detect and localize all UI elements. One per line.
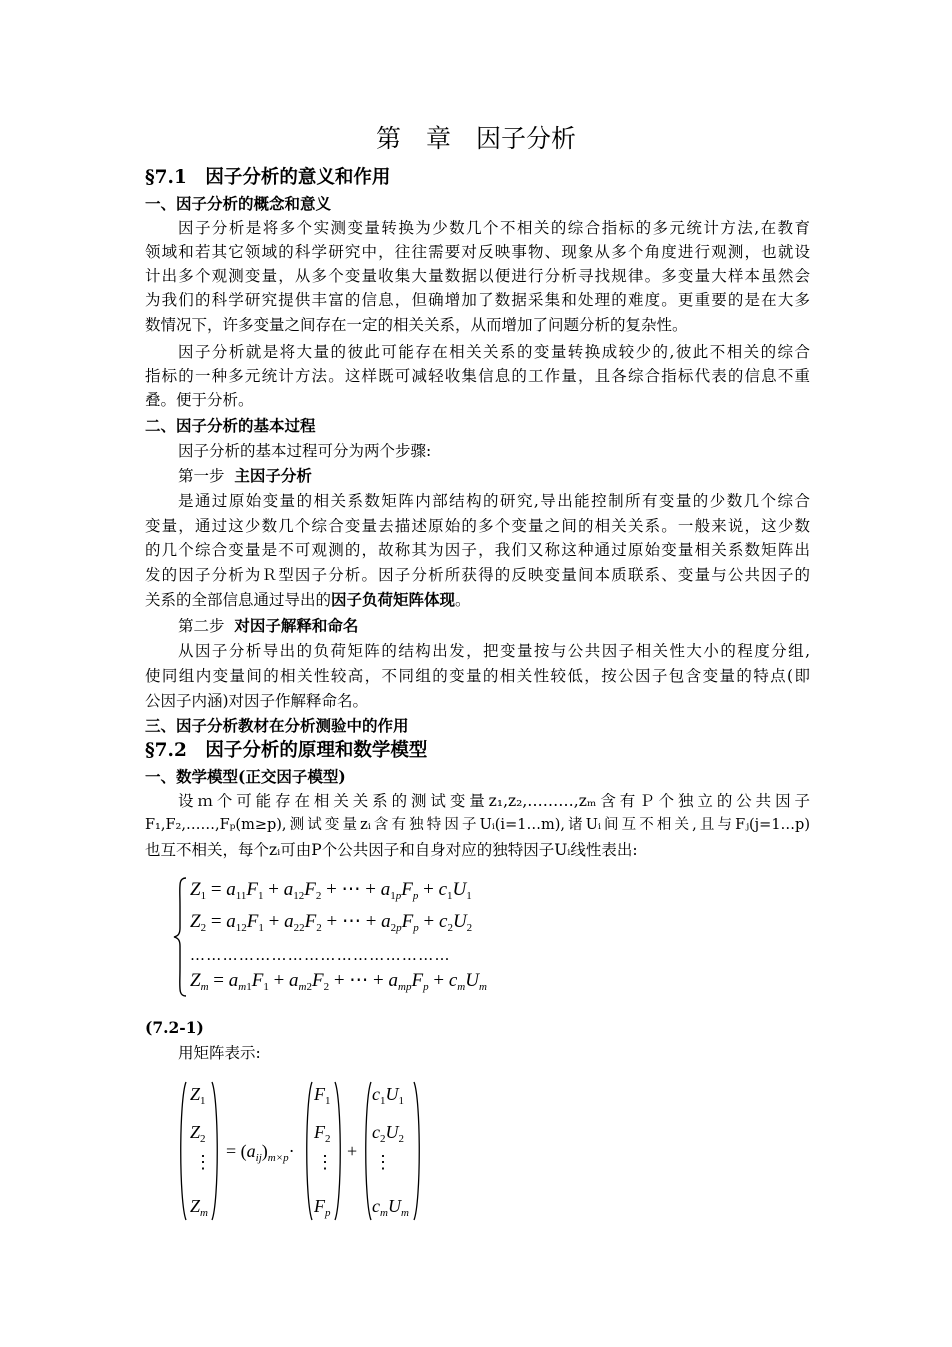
paragraph-line: 的几个综合变量是不可观测的，故称其为因子，我们又称这种通过原始变量相关系数矩阵出 [145,541,810,559]
paragraph-line: 公因子内涵)对因子作解释命名。 [145,692,369,710]
right-paren-icon [333,1080,345,1222]
equation-number: (7.2-1) [145,1018,204,1037]
right-paren-icon [210,1080,222,1222]
paragraph-line [145,588,810,612]
paragraph-line: 叠。便于分析。 [145,391,254,409]
paragraph-line: F₁,F₂,……,Fₚ(m≥p),测试变量zᵢ含有独特因子Uᵢ(i=1…m),诸Uᵢ间互不相关,且与Fⱼ(j=1…p) [145,817,810,833]
paragraph-line: 指标的一种多元统计方法。这样既可减轻收集信息的工作量，且各综合指标代表的信息不重 [145,367,810,385]
paragraph-text: 。 [455,591,471,609]
paragraph-line: 是通过原始变量的相关系数矩阵内部结构的研究,导出能控制所有变量的少数几个综合 [178,492,810,510]
right-paren-icon [412,1080,424,1222]
matrix-f-entry: $F_2$ [314,1122,331,1145]
chapter-title: 第 章 因子分析 [375,124,576,153]
paragraph-line: 数情况下，许多变量之间存在一定的相关关系，从而增加了问题分析的复杂性。 [145,316,688,334]
step-two-label: 第二步 [178,617,225,635]
paragraph-line: 从因子分析导出的负荷矩阵的结构出发，把变量按与公共因子相关性大小的程度分组, [178,642,810,660]
matrix-f-entry: $F_p$ [314,1196,331,1219]
paragraph-line: 发的因子分析为Ｒ型因子分析。因子分析所获得的反映变量间本质联系、变量与公共因子的 [145,566,810,584]
matrix-vdots: ⋮ [316,1152,334,1172]
paragraph-line: 用矩阵表示: [178,1044,261,1062]
section-7-1-heading: §7.1 因子分析的意义和作用 [145,167,391,188]
paragraph-line: 使同组内变量间的相关性较高，不同组的变量的相关性较低，按公因子包含变量的特点(即 [145,667,810,685]
step-one-line [178,464,810,488]
equation-ellipsis: ………………………………………… [190,946,451,964]
subsection-model-heading: 一、数学模型(正交因子模型) [145,767,346,786]
equation-line-m: $Z_m = a_{m1}F_1 + a_{m2}F_2$ + ⋯ + $a_{mp}F_p + c_mU_m$ [190,970,487,993]
matrix-vdots: ⋮ [194,1152,212,1172]
paragraph-line: 因子分析是将多个实测变量转换为少数几个不相关的综合指标的多元统计方法,在教育 [178,219,810,237]
paragraph-line: 设ｍ个可能存在相关关系的测试变量z₁,z₂,………,zₘ含有Ｐ个独立的公共因子 [178,792,810,810]
left-brace-icon [172,876,190,998]
step-two-line [178,614,810,638]
matrix-cu-entry: $c_mU_m$ [372,1196,409,1219]
step-one-label: 第一步 [178,467,225,485]
step-one-title: 主因子分析 [234,466,312,485]
subsection-process-heading: 二、因子分析的基本过程 [145,416,316,435]
matrix-cu-entry: $c_2U_2$ [372,1122,404,1145]
paragraph-text: 关系的全部信息通过导出的 [145,591,332,609]
paragraph-line: 领域和若其它领域的科学研究中，往往需要对反映事物、现象从多个角度进行观测，也就设 [145,243,810,261]
paragraph-line: 变量，通过这少数几个综合变量去描述原始的多个变量之间的相关关系。一般来说，这少数 [145,517,810,535]
paragraph-line: 因子分析的基本过程可分为两个步骤: [178,442,432,460]
coefficient-matrix: = $(a_{ij})_{m\times p}\cdot$ [226,1141,295,1164]
matrix-f-entry: $F_1$ [314,1084,331,1107]
step-two-title: 对因子解释和命名 [234,616,359,635]
matrix-vdots: ⋮ [374,1152,392,1172]
left-paren-icon [302,1080,314,1222]
left-paren-icon [176,1080,188,1222]
equation-line-1: $Z_1 = a_{11}F_1 + a_{12}F_2$ + ⋯ + $a_{1p}F_p + c_1U_1$ [190,879,472,902]
matrix-z-entry: $Z_1$ [190,1084,206,1107]
paragraph-line: 因子分析就是将大量的彼此可能存在相关关系的变量转换成较少的,彼此不相关的综合 [178,343,810,361]
factor-loading-emphasis: 因子负荷矩阵体现 [331,590,456,609]
paragraph-line: 为我们的科学研究提供丰富的信息，但确增加了数据采集和处理的难度。更重要的是在大多 [145,291,810,309]
subsection-concept-heading: 一、因子分析的概念和意义 [145,194,332,213]
matrix-z-entry: $Z_2$ [190,1122,206,1145]
paragraph-line: 计出多个观测变量，从多个变量收集大量数据以便进行分析寻找规律。多变量大样本虽然会 [145,267,810,285]
plus-sign: + [347,1141,358,1161]
paragraph-line: 也互不相关，每个zᵢ可由P个公共因子和自身对应的独特因子Uᵢ线性表出: [145,841,638,859]
matrix-cu-entry: $c_1U_1$ [372,1084,404,1107]
matrix-z-entry: $Z_m$ [190,1196,208,1219]
section-7-2-heading: §7.2 因子分析的原理和数学模型 [145,740,428,761]
subsection-role-heading: 三、因子分析教材在分析测验中的作用 [145,716,409,735]
equation-line-2: $Z_2 = a_{12}F_1 + a_{22}F_2$ + ⋯ + $a_{2p}F_p + c_2U_2$ [190,911,473,934]
